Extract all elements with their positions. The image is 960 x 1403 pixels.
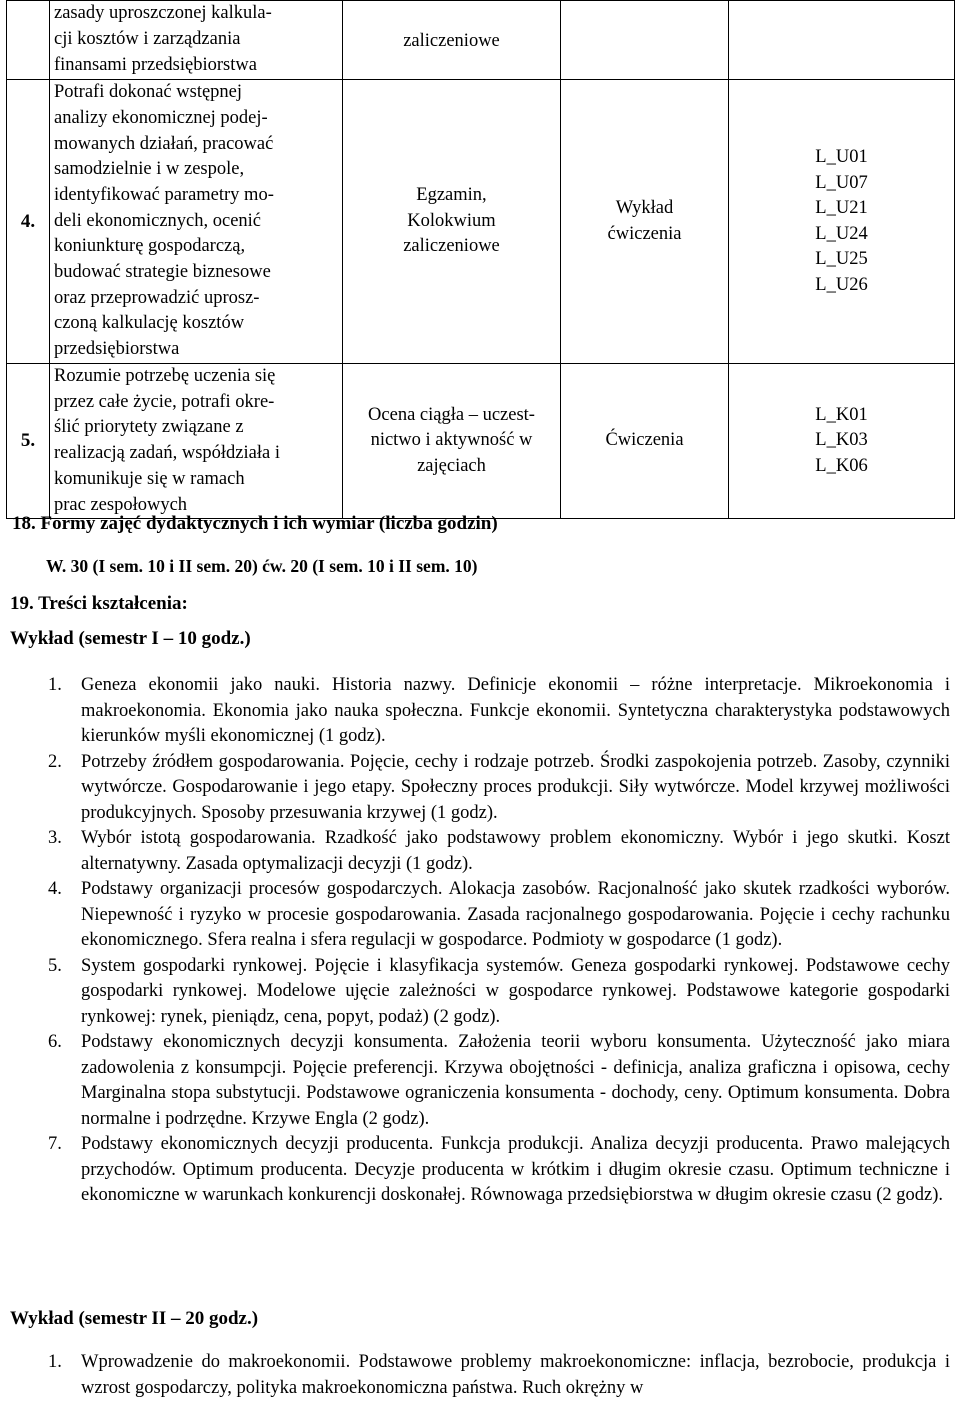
desc-line: koniunkturę gospodarczą, [54,236,246,257]
item-number: 1. [48,675,62,695]
desc-line: identyfikować parametry mo- [54,184,274,205]
desc-line: oraz przeprowadzić uprosz- [54,287,260,308]
list-item [44,673,950,750]
verification-method-cell [343,364,561,519]
effects-cell [729,80,955,364]
form-line: ćwiczenia [607,223,682,244]
form-line: Ćwiczenia [605,430,684,451]
list-item [44,877,950,954]
row-number-cell: 5. [7,364,50,519]
effect-code: L_U01 [815,147,868,167]
desc-line: cji kosztów i zarządzania [54,29,241,50]
desc-line: zasady uproszczonej kalkula- [54,3,272,24]
item-text: System gospodarki rynkowej. Pojęcie i klasyfikacja systemów. Geneza gospodarki rynkowej. Podstawowe cechy gospodarki rynkowej. Modelowe ujęcie zależności w gospodarce rynkowej. Podstawowe kategorie gospodarki rynkowej: rynek, pieniądz, cena, popyt, podaż) (2 godz). [81,955,950,1027]
desc-line: deli ekonomicznych, ocenić [54,210,262,231]
effect-code: L_U26 [815,274,868,295]
method-line: Egzamin, [416,184,487,205]
desc-line: mowanych działań, pracować [54,133,274,154]
desc-line: analizy ekonomicznej podej- [54,107,268,128]
method-line: Kolokwium [407,210,496,231]
effect-code: L_K03 [815,430,868,451]
outcome-description-cell [50,1,343,80]
item-text: Podstawy ekonomicznych decyzji producenta. Funkcja produkcji. Analiza decyzji producenta. Prawo malejących przychodów. Optimum producenta. Decyzje producenta w krótkim i długim okresie czasu. Optimum techniczne i ekonomiczne w warunkach konkurencji doskonałej. Równowaga przedsiębiorstwa w długim okresie czasu (2 godz). [81,1134,950,1205]
method-line: zajęciach [417,455,486,476]
item-number: 5. [48,955,62,976]
desc-line: realizacją zadań, współdziała i [54,443,280,464]
table-row [7,364,955,519]
hours-summary: W. 30 (I sem. 10 i II sem. 20) ćw. 20 (I sem. 10 i II sem. 10) [46,556,478,576]
desc-line: finansami przedsiębiorstwa [54,54,257,75]
method-line: zaliczeniowe [403,236,500,257]
row-number-cell: 4. [7,80,50,364]
list-item [44,1030,950,1132]
desc-line: samodzielnie i w zespole, [54,159,245,180]
table-row [7,80,955,364]
verification-method-cell [343,1,561,80]
effect-code: L_U07 [815,172,868,193]
effects-cell [729,1,955,80]
list-item [44,826,950,877]
desc-line: przedsiębiorstwa [54,339,180,360]
method-line: Ocena ciągła – uczest- [368,404,535,425]
lecture-semester-2-heading: Wykład (semestr II – 20 godz.) [10,1308,259,1329]
effect-code: L_U24 [815,223,868,244]
lecture-semester-2-topics [44,1350,950,1401]
class-form-cell [561,1,729,80]
method-line: zaliczeniowe [403,31,500,52]
item-text: Podstawy organizacji procesów gospodarczych. Alokacja zasobów. Racjonalność jako skutek rzadkości wyborów. Niepewność i ryzyko w procesie gospodarowania. Zasada racjonalnego gospodarowania. Pojęcie i cechy rachunku ekonomicznego. Sfera realna i sfera regulacji w gospodarce. Podmioty w gospodarce (1 godz). [81,879,950,950]
item-number: 7. [48,1134,62,1154]
effect-code: L_K01 [815,404,868,425]
outcome-description-cell [50,80,343,364]
list-item [44,1350,950,1401]
item-number: 4. [48,879,62,899]
desc-line: Rozumie potrzebę uczenia się [54,366,276,386]
lecture-semester-1-topics [44,673,950,1209]
section-18-heading: 18. Formy zajęć dydaktycznych i ich wymiar (liczba godzin) [12,513,498,534]
item-number: 2. [48,751,62,772]
list-item [44,954,950,1031]
effect-code: L_U21 [815,198,868,218]
class-form-cell [561,364,729,519]
outcome-description-cell [50,364,343,519]
item-text: Podstawy ekonomicznych decyzji konsumenta. Założenia teorii wyboru konsumenta. Użyteczność jako miara zadowolenia z konsumpcji. Pojęcie preferencji. Krzywa obojętności - definicja, analiza graficzna i opisowa, cechy Marginalna stopa substytucji. Podstawowe ograniczenia konsumenta - dochody, ceny. Optimum konsumenta. Dobra normalne i podrzędne. Krzywe Engla (2 godz). [81,1032,950,1129]
table-row-continuation [7,1,955,80]
list-item [44,1132,950,1209]
desc-line: Potrafi dokonać wstępnej [54,82,243,103]
method-line: nictwo i aktywność w [370,430,533,451]
desc-line: komunikuje się w ramach [54,468,245,489]
desc-line: ślić priorytety związane z [54,417,244,438]
desc-line: budować strategie biznesowe [54,262,271,283]
row-number-cell [7,1,50,80]
item-number: 1. [48,1352,62,1372]
item-number: 6. [48,1032,62,1052]
desc-line: czoną kalkulację kosztów [54,313,245,334]
item-text: Wprowadzenie do makroekonomii. Podstawowe problemy makroekonomiczne: inflacja, bezrobocie, produkcja i wzrost gospodarczy, polityka makroekonomiczna państwa. Ruch okrężny w [81,1352,950,1398]
learning-outcomes-table [6,0,955,519]
form-line: Wykład [615,197,674,218]
effect-code: L_U25 [815,249,868,269]
list-item [44,750,950,827]
class-form-cell [561,80,729,364]
verification-method-cell [343,80,561,364]
effects-cell [729,364,955,519]
desc-line: prac zespołowych [54,494,188,515]
effect-code: L_K06 [815,455,868,476]
item-text: Wybór istotą gospodarowania. Rzadkość jako podstawowy problem ekonomiczny. Wybór i jego skutki. Koszt alternatywny. Zasada optymalizacji decyzji (1 godz). [81,828,950,874]
lecture-semester-1-heading: Wykład (semestr I – 10 godz.) [10,628,251,649]
item-text: Potrzeby źródłem gospodarowania. Pojęcie, cechy i rodzaje potrzeb. Środki zaspokojenia potrzeb. Zasoby, czynniki wytwórcze. Gospodarowanie i jego etapy. Społeczny proces produkcji. Siły wytwórcze. Model krzywej możliwości produkcyjnych. Sposoby przesuwania krzywej (1 godz). [81,751,950,823]
item-text: Geneza ekonomii jako nauki. Historia nazwy. Definicje ekonomii – różne interpretacje. Mikroekonomia i makroekonomia. Ekonomia jako nauka społeczna. Funkcje ekonomii. Syntetyczna charakterystyka podstawowych kierunków myśli ekonomicznej (1 godz). [81,675,950,746]
desc-line: przez całe życie, potrafi okre- [54,391,275,412]
item-number: 3. [48,828,62,848]
section-19-heading: 19. Treści kształcenia: [10,593,188,614]
